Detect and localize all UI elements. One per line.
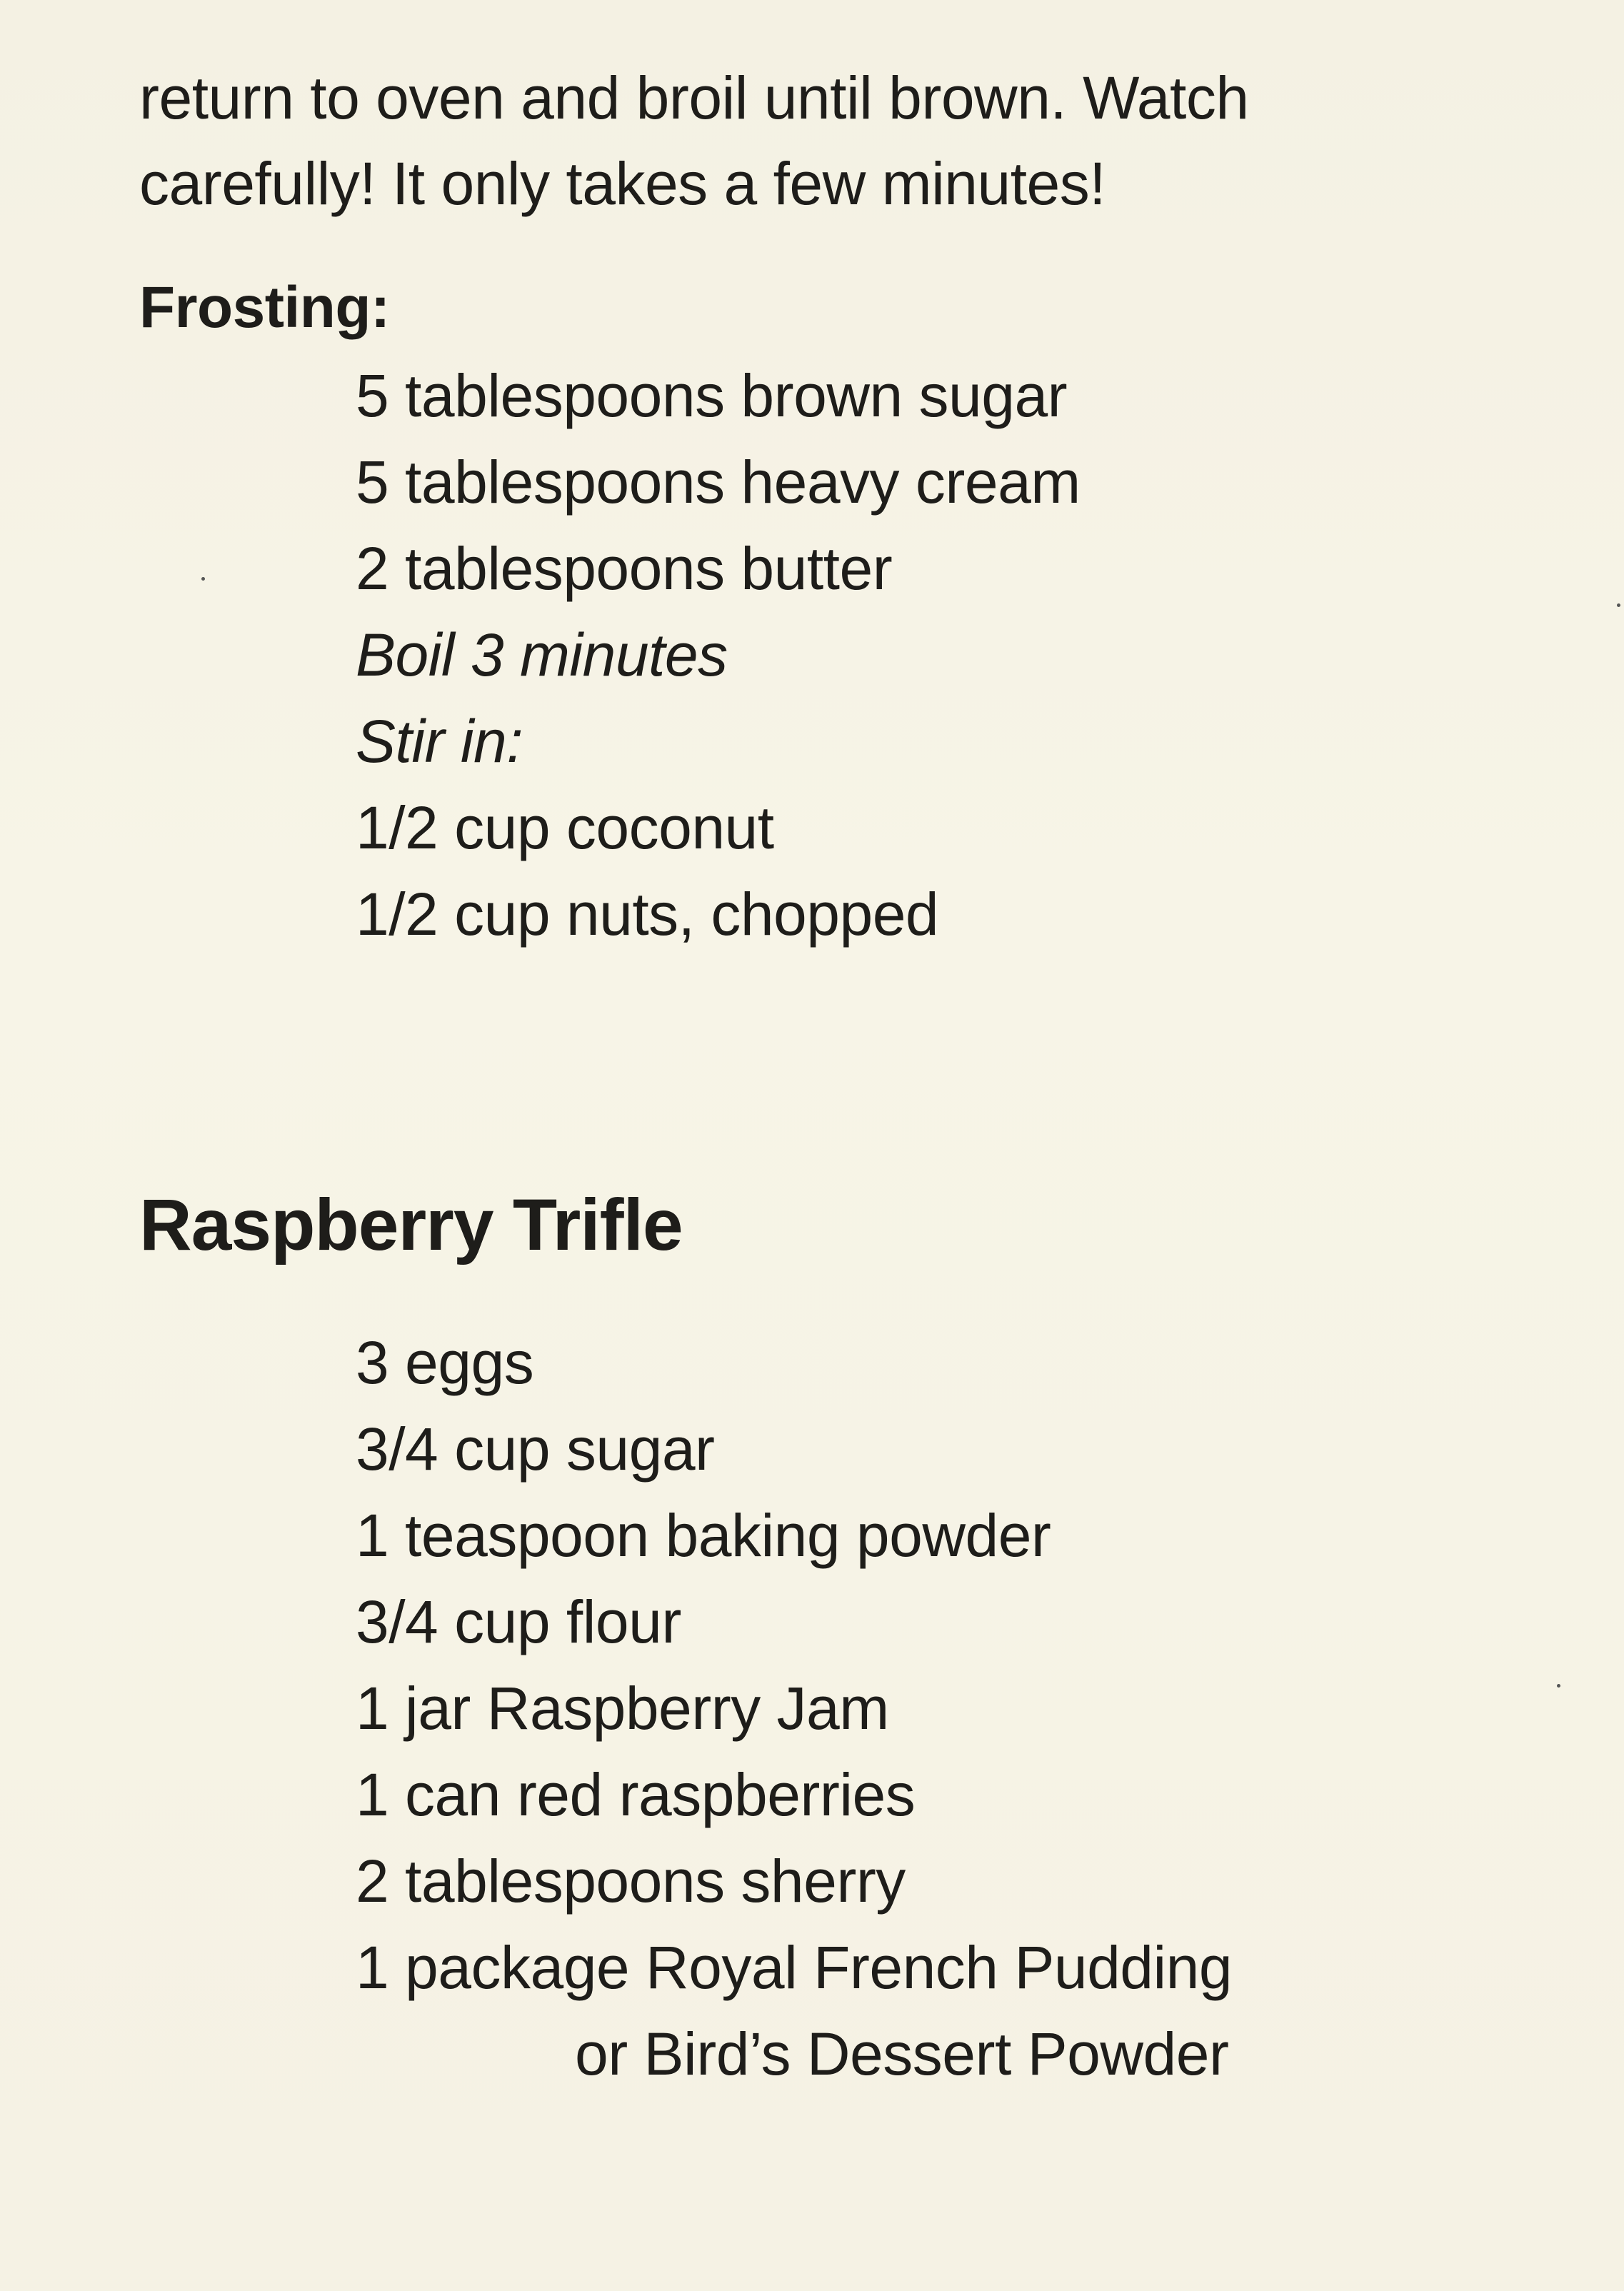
frosting-instruction-boil: Boil 3 minutes	[356, 621, 728, 688]
trifle-ingredient: 1 teaspoon baking powder	[356, 1502, 1051, 1569]
trifle-ingredient: 1 can red raspberries	[356, 1761, 916, 1828]
trifle-ingredient: 3/4 cup flour	[356, 1588, 681, 1655]
intro-line-2: carefully! It only takes a few minutes!	[139, 150, 1106, 217]
frosting-heading: Frosting:	[139, 275, 390, 340]
frosting-ingredient: 1/2 cup nuts, chopped	[356, 881, 939, 948]
trifle-ingredient: 1 package Royal French Pudding	[356, 1934, 1233, 2001]
trifle-ingredient-continuation: or Bird’s Dessert Powder	[575, 2020, 1229, 2087]
paper-speck	[1617, 603, 1620, 607]
frosting-instruction-stir: Stir in:	[356, 708, 523, 775]
intro-line-1: return to oven and broil until brown. Watch	[139, 64, 1249, 131]
frosting-ingredient: 2 tablespoons butter	[356, 535, 893, 602]
paper-speck	[1557, 1684, 1560, 1688]
trifle-ingredient: 3 eggs	[356, 1329, 534, 1396]
frosting-ingredient: 5 tablespoons heavy cream	[356, 448, 1081, 516]
trifle-ingredient: 3/4 cup sugar	[356, 1415, 715, 1483]
trifle-ingredient: 1 jar Raspberry Jam	[356, 1675, 889, 1742]
frosting-ingredient: 1/2 cup coconut	[356, 794, 774, 861]
frosting-ingredient: 5 tablespoons brown sugar	[356, 362, 1068, 429]
trifle-ingredient: 2 tablespoons sherry	[356, 1848, 906, 1915]
paper-speck	[201, 577, 205, 581]
recipe-title: Raspberry Trifle	[139, 1184, 683, 1265]
